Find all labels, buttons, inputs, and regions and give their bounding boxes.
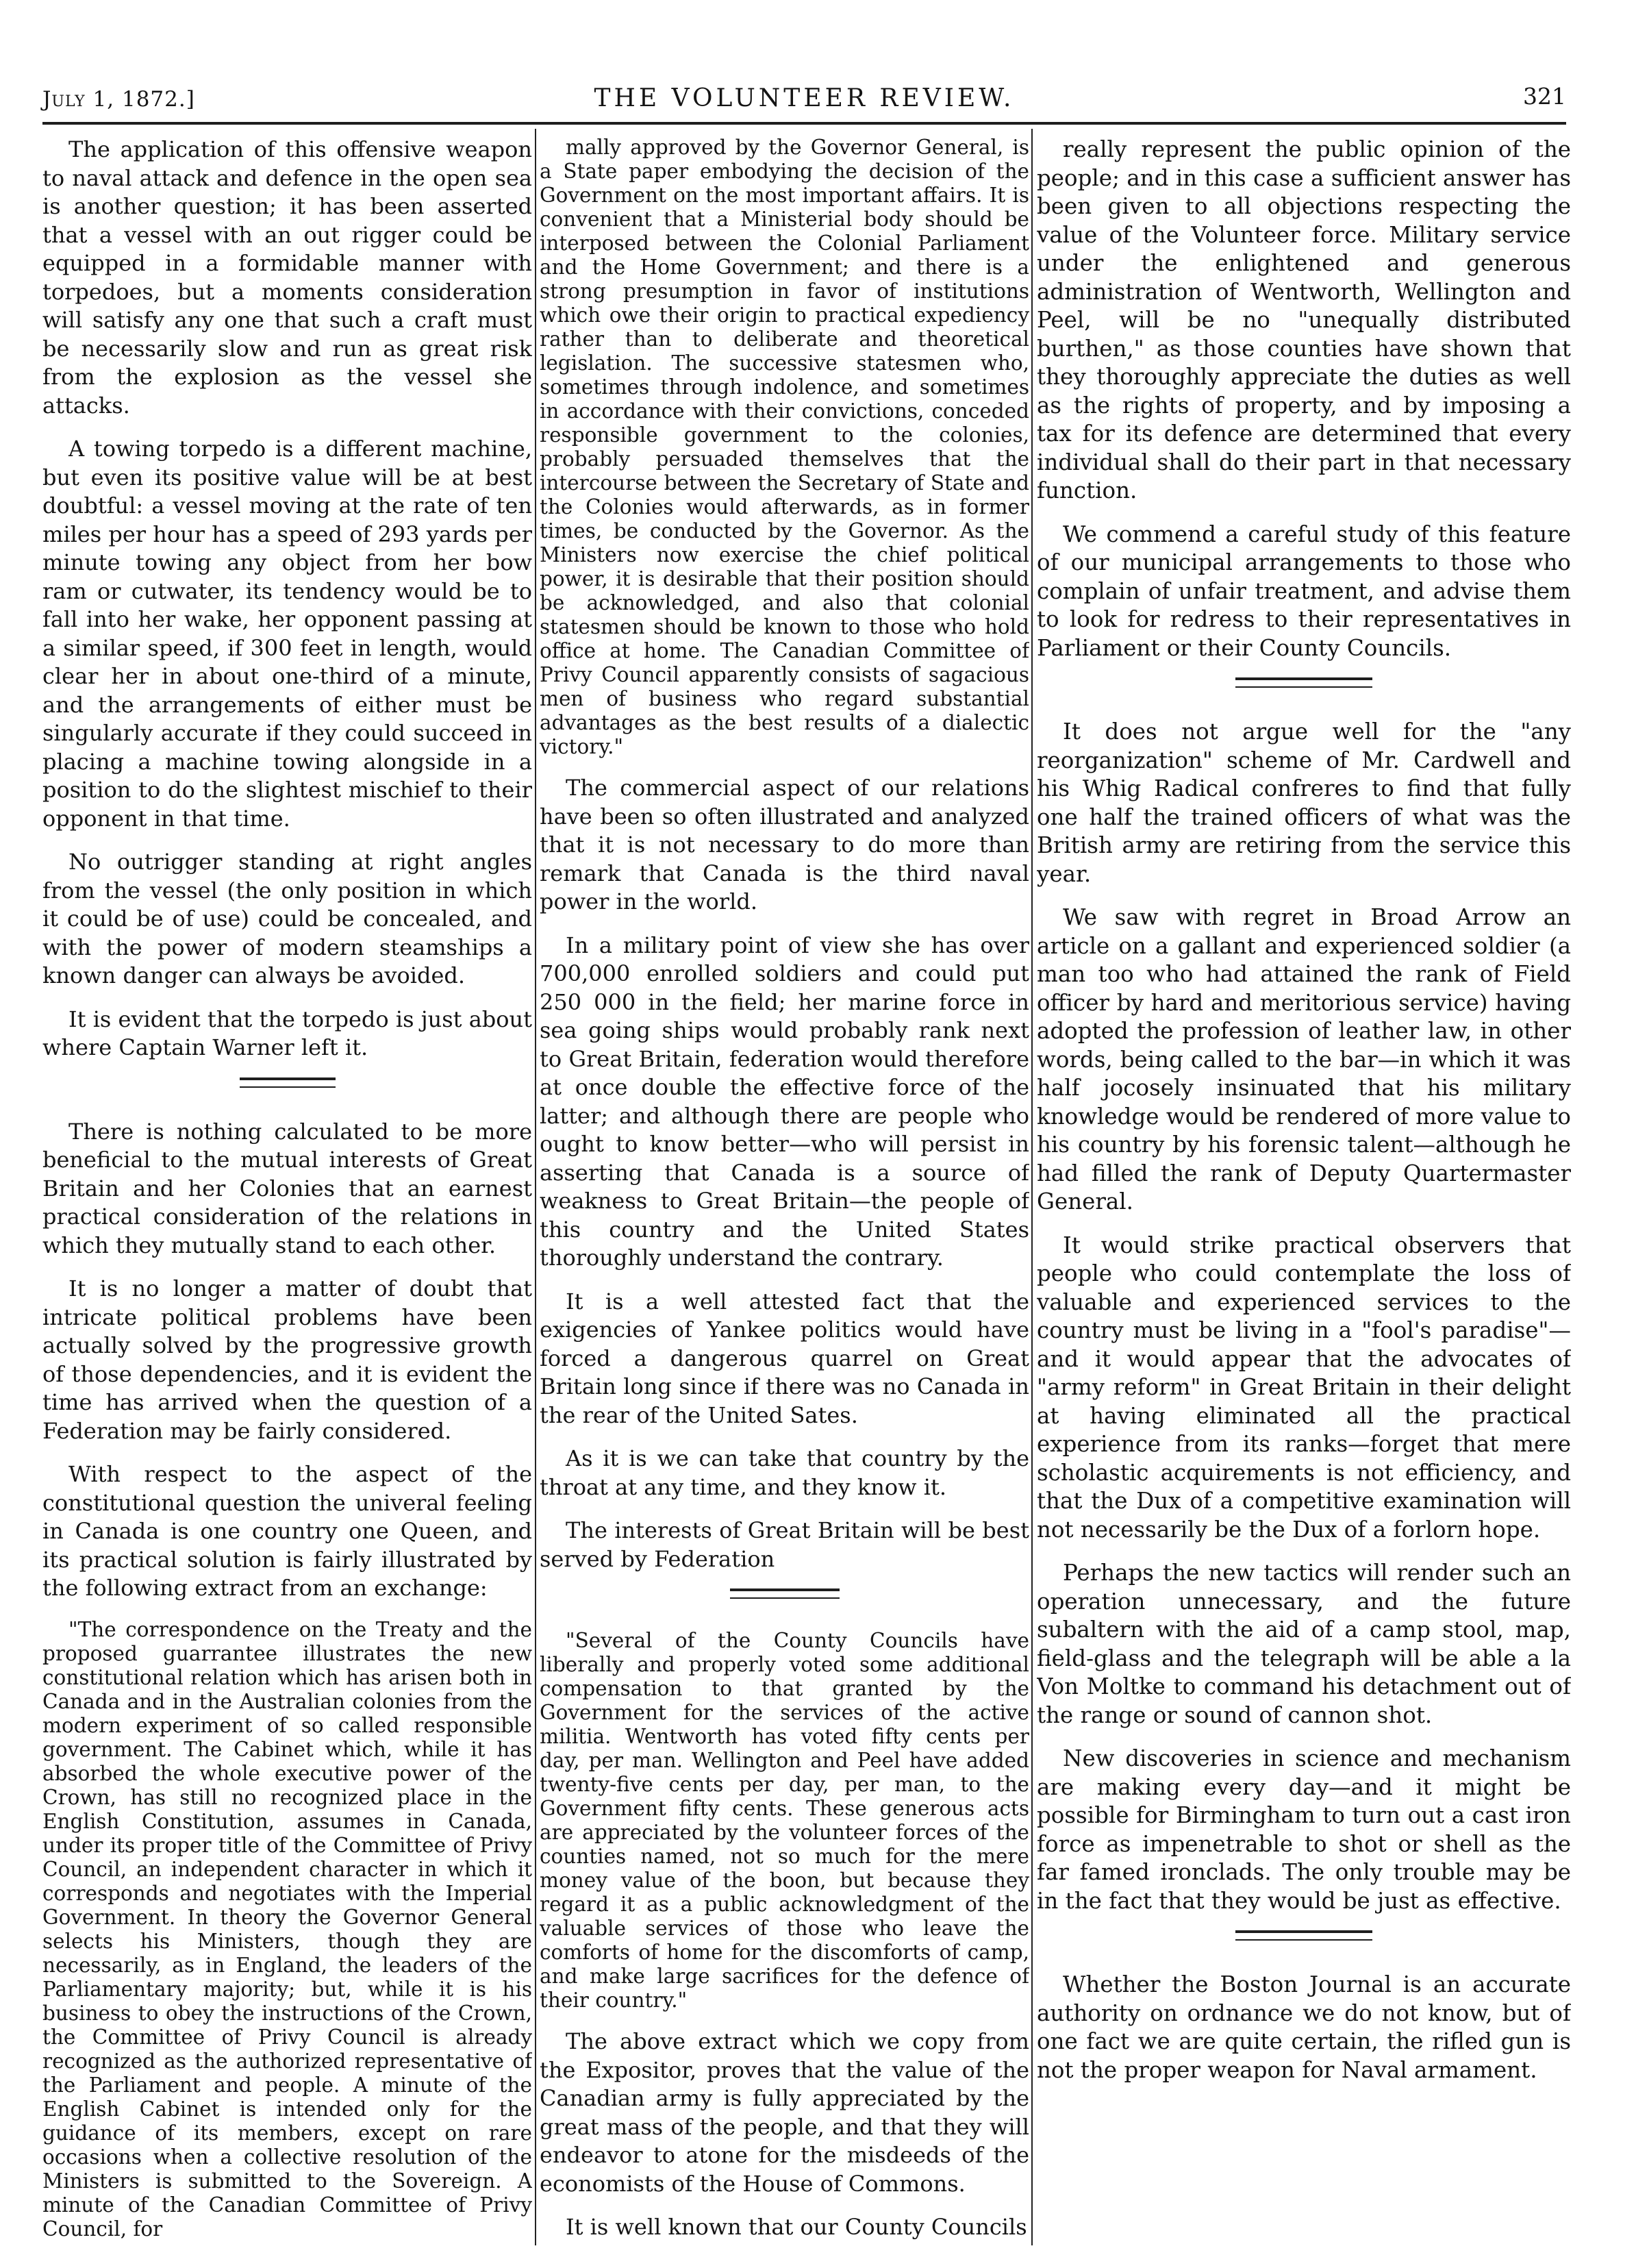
paragraph: New discoveries in science and mechanism are making every day—and it might be possible for Birmingham to turn out a cast iron force as impenetrable to shot or shell as the far famed ironclads. The only trouble may be in the fact that they would be just as effective. [1037,1745,1571,1914]
article-separator [1235,677,1372,688]
paragraph: It is well known that our County Councils [566,2214,1027,2240]
paragraph: A towing torpedo is a different machine, but even its positive value will be at best doubtful: a vessel moving at the rate of ten miles per hour has a speed of 293 yards per minute towing any object from her bow ram or cutwater, its tendency would be to fall into her wake, her opponent passing at a similar speed, if 300 feet in length, would clear her in about one-third of a minute, and the arrangements of either must be singularly accurate if they could succeed in placing a machine towing alongside in a position to do the slightest mischief to their opponent in that time. [42,436,532,832]
page-number: 321 [1523,83,1566,110]
article-separator [1235,1930,1372,1941]
quoted-extract: "Several of the County Councils have liberally and properly voted some additional compensation to that granted by the Government for the services of the active militia. Wentworth has voted fifty cents per day, per man. Wellington and Peel have added twenty-five cents per day, per man, to the Government fifty cents. These generous acts are appreciated by the volunteer forces of the counties named, not so much for the mere money value of the boon, but because they regard it as a public acknowledgment of the valuable services of those who leave the comforts of home for the discomforts of camp, and make large sacrifices for the defence of their country." [540,1629,1029,2012]
column-divider [1031,129,1033,2245]
paragraph: The interests of Great Britain will be best served by Federation [540,1517,1029,1572]
paragraph: The commercial aspect of our relations have been so often illustrated and analyzed that it is not necessary to do more than remark that Canada is the third naval power in the world. [540,775,1029,914]
paragraph: Perhaps the new tactics will render such an operation unnecessary, and the future subaltern with the aid of a camp stool, map, field-glass and the telegraph will be able a la Von Moltke to command his detachment out of the range or sound of cannon shot. [1037,1560,1571,1728]
article-separator [240,1077,336,1088]
column-3 [1037,136,1571,2245]
paragraph: There is nothing calculated to be more beneficial to the mutual interests of Great Britain and her Colonies that an earnest practical consideration of the relations in which they mutually stand to each other. [42,1118,532,1258]
column-2 [540,136,1029,2245]
paragraph: In a military point of view she has over 700,000 enrolled soldiers and could put 250 000 in the field; her marine force in sea going ships would probably rank next to Great Britain, federation would therefore at once double the effective force of the latter; and although there are people who ought to know better—who will persist in asserting that Canada is a source of weakness to Great Britain—the people of this country and the United States thoroughly understand the contrary. [540,932,1029,1271]
paragraph: With respect to the aspect of the constitutional question the univeral feeling in Canada is one country one Queen, and its practical solution is fairly illustrated by the following extract from an exchange: [42,1461,532,1601]
publication-title: THE VOLUNTEER REVIEW. [594,84,1015,112]
paragraph: The above extract which we copy from the Expositor, proves that the value of the Canadian army is fully appreciated by the great mass of the people, and that they will endeavor to atone for the misdeeds of the economists of the House of Commons. [540,2028,1029,2197]
paragraph: No outrigger standing at right angles from the vessel (the only position in which it could be of use) could be concealed, and with the power of modern steamships a known danger can always be avoided. [42,849,532,988]
page-header [42,72,1566,120]
quoted-extract: "The correspondence on the Treaty and the proposed guarrantee illustrates the new constitutional relation which has arisen both in Canada and in the Australian colonies from the modern experiment of so called responsible government. The Cabinet which, while it has absorbed the whole executive power of the Crown, has still no recognized place in the English Constitution, assumes in Canada, under its proper title of the Committee of Privy Council, an independent character in which it corresponds and negotiates with the Imperial Government. In theory the Governor General selects his Ministers, though they are necessarily, as in England, the leaders of the Parliamentary majority; but, while it is his business to obey the instructions of the Crown, the Committee of Privy Council is already recognized as the authorized representative of the Parliament and people. A minute of the English Cabinet is intended only for the guidance of its members, except on rare occasions when a collective resolution of the Ministers is submitted to the Sovereign. A minute of the Canadian Committee of Privy Council, for [42,1617,532,2241]
paragraph: It is no longer a matter of doubt that intricate political problems have been actually solved by the progressive growth of those dependencies, and it is evident the time has arrived when the question of a Federation may be fairly considered. [42,1275,532,1444]
paragraph: We commend a careful study of this feature of our municipal arrangements to those who complain of unfair treatment, and advise them to look for redress to their representatives in Parliament or their County Councils. [1037,521,1571,661]
paragraph: It is a well attested fact that the exigencies of Yankee politics would have forced a dangerous quarrel on Great Britain long since if there was no Canada in the rear of the United Sates. [540,1288,1029,1428]
paragraph: The application of this offensive weapon to naval attack and defence in the open sea is another question; it has been asserted that a vessel with an out rigger could be equipped in a formidable manner with torpedoes, but a moments consideration will satisfy any one that such a craft must be necessarily slow and run as great risk from the explosion as the vessel she attacks. [42,136,532,419]
paragraph: It is evident that the torpedo is just about where Captain Warner left it. [42,1006,532,1060]
column-1 [42,136,532,2245]
column-divider [535,129,536,2245]
article-separator [730,1588,840,1599]
header-rule [42,122,1566,125]
paragraph: Whether the Boston Journal is an accurate authority on ordnance we do not know, but of one fact we are quite certain, the rifled gun is not the proper weapon for Naval armament. [1037,1971,1571,2083]
paragraph: really represent the public opinion of the people; and in this case a sufficient answer has been given to all objections respecting the value of the Volunteer force. Military service under the enlightened and generous administration of Wentworth, Wellington and Peel, will be no "unequally distributed burthen," as those counties have shown that they thoroughly appreciate the duties as well as the rights of property, and by imposing a tax for its defence are determined that every individual shall do their part in that necessary function. [1037,136,1571,503]
quoted-extract: mally approved by the Governor General, is a State paper embodying the decision of the Government on the most important affairs. It is convenient that a Ministerial body should be interposed between the Colonial Parliament and the Home Government; and there is a strong presumption in favor of institutions which owe their origin to practical expediency rather than to deliberate and theoretical legislation. The successive statesmen who, sometimes through indolence, and sometimes in accordance with their convictions, conceded responsible government to the colonies, probably persuaded themselves that the intercourse between the Secretary of State and the Colonies would afterwards, as in former times, be conducted by the Governor. As the Ministers now exercise the chief political power, it is desirable that their position should be acknowledged, and also that colonial statesmen should be known to those who hold office at home. The Canadian Committee of Privy Council apparently consists of sagacious men of business who regard substantial advantages as the best results of a dialectic victory." [540,136,1029,758]
paragraph: It does not argue well for the "any reorganization" scheme of Mr. Cardwell and his Whig Radical confreres to find that fully one half the trained officers of what was the British army are retiring from the service this year. [1037,719,1571,887]
paragraph: It would strike practical observers that people who could contemplate the loss of valuable and experienced services to the country must be living in a "fool's paradise"—and it would appear that the advocates of "army reform" in Great Britain in their delight at having eliminated all the practical experience from its ranks—forget that mere scholastic acquirements is not efficiency, and that the Dux of a competitive examination will not necessarily be the Dux of a forlorn hope. [1037,1232,1571,1543]
paragraph: We saw with regret in Broad Arrow an article on a gallant and experienced soldier (a man too who had attained the rank of Field officer by hard and meritorious service) having adopted the profession of leather law, in other words, being called to the bar—in which it was half jocosely insinuated that his military knowledge would be rendered of more value to his country by his forensic talent—although he had filled the rank of Deputy Quartermaster General. [1037,904,1571,1214]
issue-date: July 1, 1872.] [42,87,195,112]
paragraph: As it is we can take that country by the throat at any time, and they know it. [540,1445,1029,1500]
